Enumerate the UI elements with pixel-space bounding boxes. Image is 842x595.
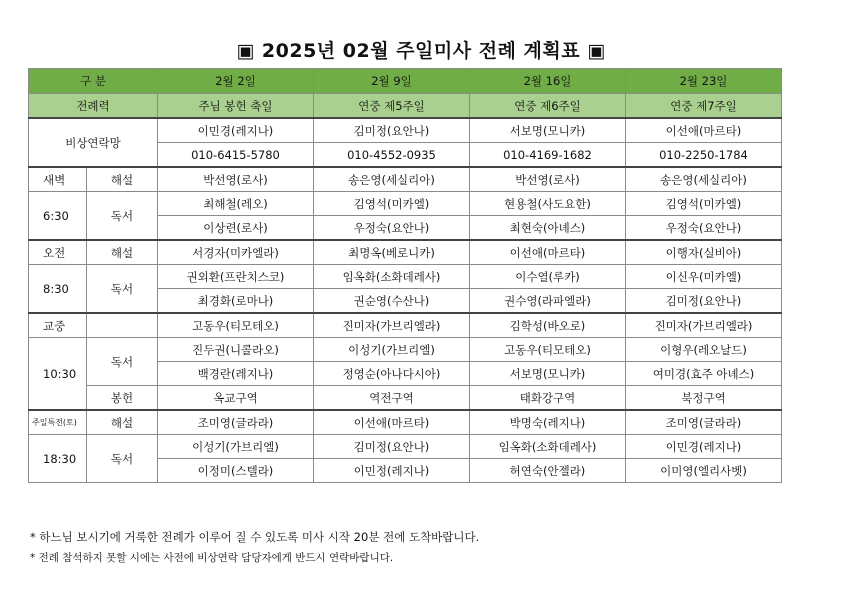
schedule-cell: 진미자(가브리엘라): [314, 313, 470, 338]
date-header: 2월 23일: [626, 69, 782, 94]
schedule-cell: 김미정(요안나): [314, 435, 470, 459]
contact-phone: 010-4169-1682: [470, 143, 626, 168]
eve-mass-label: 주일특전(토): [29, 410, 87, 435]
liturgy-schedule-table: [28, 68, 782, 483]
role-label: 독서: [87, 435, 158, 483]
role-label: 독서: [87, 192, 158, 241]
schedule-cell: 우정숙(요안나): [626, 216, 782, 241]
schedule-cell: 서경자(미카엘라): [158, 240, 314, 265]
parish-reader-row: [29, 338, 782, 362]
schedule-cell: 현용철(사도요한): [470, 192, 626, 216]
dawn-mass-time: 6:30: [29, 192, 87, 241]
eve-reader-row: [29, 435, 782, 459]
date-header: 2월 2일: [158, 69, 314, 94]
schedule-cell: 최명옥(베로니카): [314, 240, 470, 265]
schedule-cell: 진두권(니콜라오): [158, 338, 314, 362]
schedule-cell: 박선영(로사): [158, 167, 314, 192]
schedule-cell: 이신우(미카엘): [626, 265, 782, 289]
parish-mass-label: 교중: [29, 313, 87, 338]
schedule-cell: 태화강구역: [470, 386, 626, 411]
dawn-reader-row: [29, 192, 782, 216]
schedule-cell: 최해철(레오): [158, 192, 314, 216]
schedule-cell: 권순영(수산나): [314, 289, 470, 314]
date-header: 2월 9일: [314, 69, 470, 94]
parish-offertory-row: [29, 386, 782, 411]
schedule-cell: 조미영(글라라): [158, 410, 314, 435]
schedule-cell: 송은영(세실리아): [626, 167, 782, 192]
footnotes: [30, 527, 479, 569]
date-header-row: [29, 69, 782, 94]
contact-name: 서보명(모니카): [470, 118, 626, 143]
schedule-cell: 백경란(레지나): [158, 362, 314, 386]
schedule-cell: 옥교구역: [158, 386, 314, 411]
feast-name: 연중 제5주일: [314, 94, 470, 119]
role-label-empty: [87, 313, 158, 338]
contact-phone: 010-4552-0935: [314, 143, 470, 168]
role-label: 해설: [87, 410, 158, 435]
schedule-cell: 이수열(루카): [470, 265, 626, 289]
schedule-cell: 최현숙(아녜스): [470, 216, 626, 241]
schedule-cell: 고동우(티모테오): [470, 338, 626, 362]
contact-name: 이민경(레지나): [158, 118, 314, 143]
schedule-cell: 김영석(미카엘): [314, 192, 470, 216]
schedule-cell: 이민정(레지나): [314, 459, 470, 483]
schedule-cell: 최경화(로마나): [158, 289, 314, 314]
morning-mass-time: 8:30: [29, 265, 87, 314]
schedule-cell: 권외환(프란치스코): [158, 265, 314, 289]
schedule-cell: 박명숙(레지나): [470, 410, 626, 435]
morning-mass-label: 오전: [29, 240, 87, 265]
schedule-cell: 김영석(미카엘): [626, 192, 782, 216]
liturgical-calendar-label: 전례력: [29, 94, 158, 119]
schedule-cell: 이미영(엘리사벳): [626, 459, 782, 483]
feast-name: 연중 제7주일: [626, 94, 782, 119]
schedule-cell: 이민경(레지나): [626, 435, 782, 459]
schedule-cell: 조미영(글라라): [626, 410, 782, 435]
schedule-cell: 허연숙(안젤라): [470, 459, 626, 483]
schedule-cell: 우정숙(요안나): [314, 216, 470, 241]
contact-name: 이선애(마르타): [626, 118, 782, 143]
role-label: 독서: [87, 338, 158, 386]
schedule-cell: 정영순(아나다시아): [314, 362, 470, 386]
schedule-cell: 박선영(로사): [470, 167, 626, 192]
role-label: 해설: [87, 167, 158, 192]
parish-commentator-row: [29, 313, 782, 338]
schedule-cell: 이상련(로사): [158, 216, 314, 241]
schedule-cell: 서보명(모니카): [470, 362, 626, 386]
schedule-cell: 이성기(가브리엘): [158, 435, 314, 459]
liturgical-calendar-row: [29, 94, 782, 119]
role-label: 봉헌: [87, 386, 158, 411]
eve-commentator-row: [29, 410, 782, 435]
footnote-absence: * 전례 참석하지 못할 시에는 사전에 비상연락 담당자에게 반드시 연락바랍니다.: [30, 552, 394, 564]
schedule-cell: 이형우(레오날드): [626, 338, 782, 362]
date-header: 2월 16일: [470, 69, 626, 94]
category-header: 구 분: [29, 69, 158, 94]
eve-mass-time: 18:30: [29, 435, 87, 483]
footnote-arrival: * 하느님 보시기에 거룩한 전례가 이루어 질 수 있도록 미사 시작 20분 전에 도착바랍니다.: [30, 530, 480, 544]
schedule-cell: 김학성(바오로): [470, 313, 626, 338]
dawn-commentator-row: [29, 167, 782, 192]
feast-name: 연중 제6주일: [470, 94, 626, 119]
dawn-mass-label: 새벽: [29, 167, 87, 192]
parish-mass-time: 10:30: [29, 338, 87, 411]
schedule-cell: 송은영(세실리아): [314, 167, 470, 192]
page-title: ▣ 2025년 02월 주일미사 전례 계획표 ▣: [236, 40, 606, 62]
contact-phone: 010-6415-5780: [158, 143, 314, 168]
feast-name: 주님 봉헌 축일: [158, 94, 314, 119]
contact-name: 김미정(요안나): [314, 118, 470, 143]
contact-phone: 010-2250-1784: [626, 143, 782, 168]
schedule-cell: 권수영(라파엘라): [470, 289, 626, 314]
schedule-cell: 북정구역: [626, 386, 782, 411]
schedule-cell: 김미정(요안나): [626, 289, 782, 314]
schedule-cell: 임옥화(소화데레사): [314, 265, 470, 289]
schedule-cell: 고동우(티모테오): [158, 313, 314, 338]
morning-commentator-row: [29, 240, 782, 265]
role-label: 독서: [87, 265, 158, 314]
schedule-cell: 진미자(가브리엘라): [626, 313, 782, 338]
schedule-cell: 이정미(스텔라): [158, 459, 314, 483]
schedule-cell: 여미경(효주 아녜스): [626, 362, 782, 386]
schedule-cell: 이선애(마르타): [470, 240, 626, 265]
role-label: 해설: [87, 240, 158, 265]
contact-label: 비상연락망: [29, 118, 158, 167]
schedule-cell: 임옥화(소화데레사): [470, 435, 626, 459]
schedule-cell: 이성기(가브리엘): [314, 338, 470, 362]
schedule-cell: 이행자(실비아): [626, 240, 782, 265]
contact-name-row: [29, 118, 782, 143]
morning-reader-row: [29, 265, 782, 289]
schedule-cell: 이선애(마르타): [314, 410, 470, 435]
schedule-cell: 역전구역: [314, 386, 470, 411]
